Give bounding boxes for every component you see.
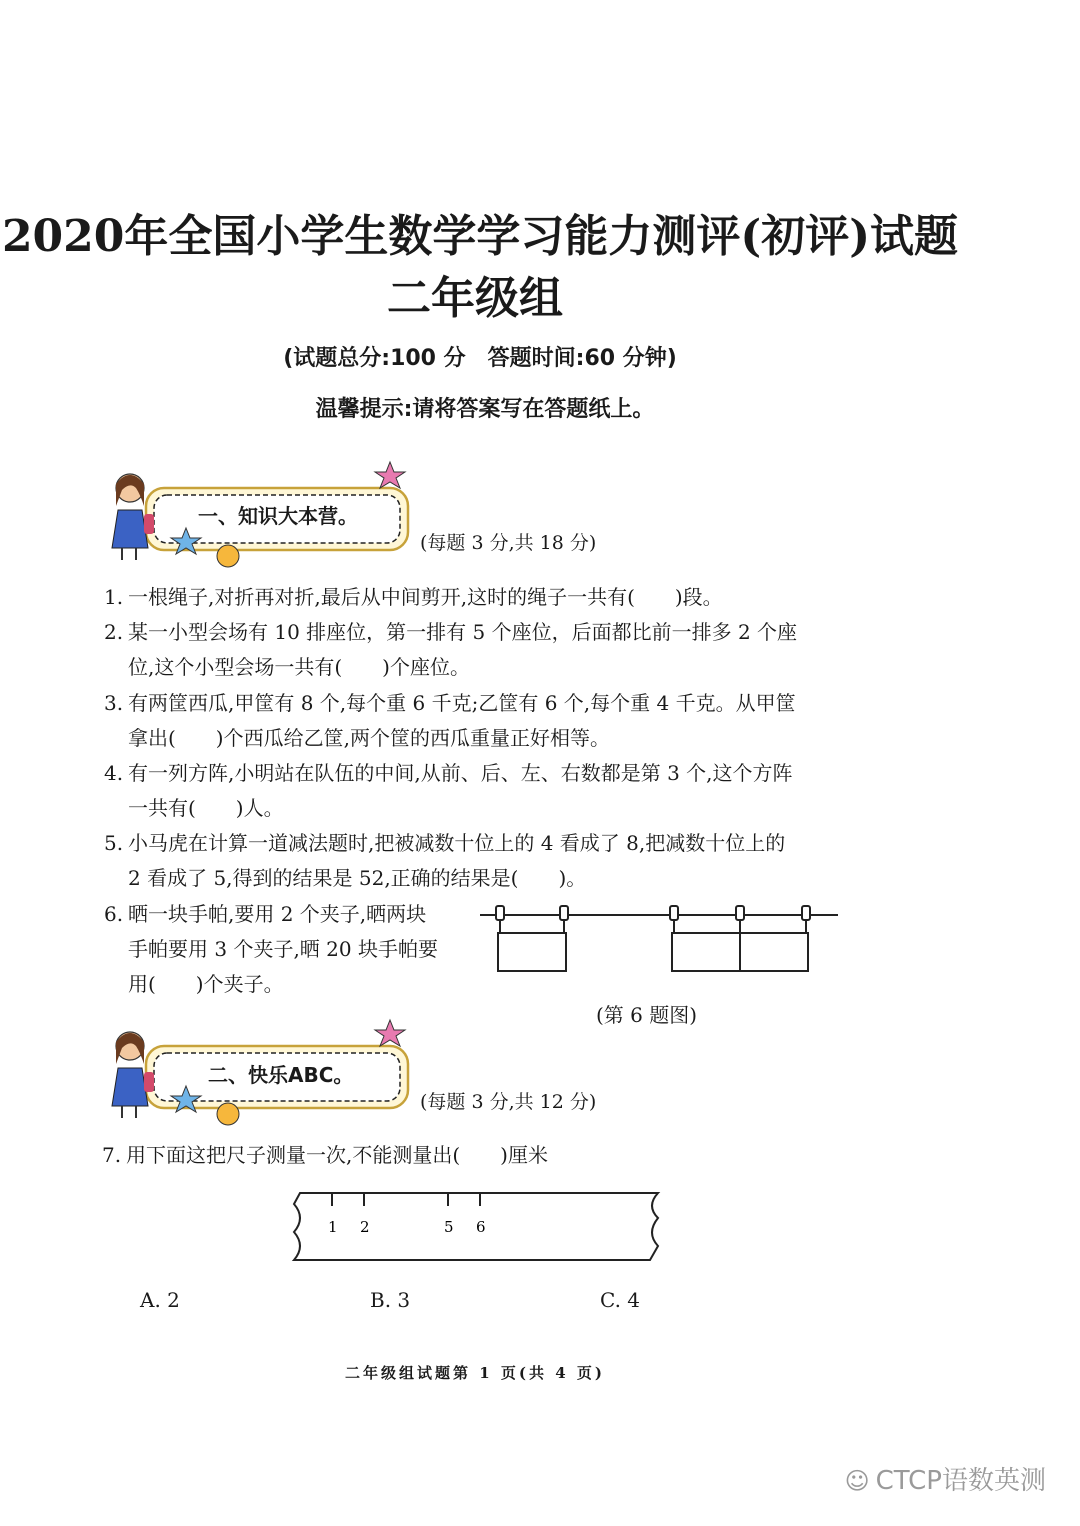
question-number: 1.: [104, 585, 124, 609]
question-text: 小马虎在计算一道减法题时,把被减数十位上的 4 看成了 8,把减数十位上的: [128, 831, 786, 855]
grade-subtitle: 二年级组: [387, 273, 563, 324]
handkerchief: [740, 933, 808, 971]
section-1-label: 一、知识大本营。: [198, 504, 358, 528]
question-text-continued: 2 看成了 5,得到的结果是 52,正确的结果是( )。: [128, 866, 587, 890]
clip: [736, 906, 744, 920]
question-number: 5.: [104, 831, 124, 855]
figure-6: [478, 900, 840, 984]
clip: [670, 906, 678, 920]
exam-title: 2020年全国小学生数学学习能力测评(初评)试题: [1, 211, 959, 262]
question-text: 用下面这把尺子测量一次,不能测量出( )厘米: [126, 1143, 548, 1167]
page-footer: 二年级组试题第 1 页(共 4 页): [345, 1364, 605, 1382]
question-6: [104, 897, 438, 1002]
figure-6-caption: (第 6 题图): [596, 1003, 698, 1027]
question-1: [104, 580, 723, 615]
option-b: B. 3: [370, 1288, 411, 1312]
exam-info: (试题总分:100 分 答题时间:60 分钟): [283, 346, 677, 371]
ruler: [290, 1188, 666, 1272]
question-number: 7.: [102, 1143, 122, 1167]
question-text: 晒一块手帕,要用 2 个夹子,晒两块: [128, 902, 427, 926]
question-text: 一根绳子,对折再对折,最后从中间剪开,这时的绳子一共有( )段。: [128, 585, 723, 609]
ruler-label: 2: [360, 1218, 370, 1236]
question-7: [102, 1138, 548, 1173]
question-5: [104, 826, 785, 896]
option-a: A. 2: [140, 1288, 180, 1312]
ruler-label: 6: [476, 1218, 486, 1236]
exam-tip: 温馨提示:请将答案写在答题纸上。: [315, 397, 655, 422]
question-number: 2.: [104, 620, 124, 644]
clip: [560, 906, 568, 920]
section-2-score: (每题 3 分,共 12 分): [420, 1091, 597, 1113]
question-number: 6.: [104, 902, 124, 926]
question-text-continued: 一共有( )人。: [128, 796, 284, 820]
option-c: C. 4: [600, 1288, 641, 1312]
clip: [496, 906, 504, 920]
watermark: [845, 1460, 1046, 1497]
question-text: 有一列方阵,小明站在队伍的中间,从前、后、左、右数都是第 3 个,这个方阵: [128, 761, 793, 785]
handkerchief: [498, 933, 566, 971]
question-text-continued: 位,这个小型会场一共有( )个座位。: [128, 655, 470, 679]
wechat-icon: ☺: [844, 1467, 870, 1495]
question-text-continued: 手帕要用 3 个夹子,晒 20 块手帕要: [128, 937, 438, 961]
question-number: 3.: [104, 691, 124, 715]
clothesline-diagram: [478, 900, 840, 980]
question-number: 4.: [104, 761, 124, 785]
question-text: 有两筐西瓜,甲筐有 8 个,每个重 6 千克;乙筐有 6 个,每个重 4 千克。从甲筐: [128, 691, 796, 715]
section-1-score: (每题 3 分,共 18 分): [420, 532, 597, 554]
handkerchief: [672, 933, 740, 971]
watermark-text: CTCP语数英测: [875, 1466, 1046, 1496]
ruler-label: 5: [444, 1218, 454, 1236]
question-text-continued: 拿出( )个西瓜给乙筐,两个筐的西瓜重量正好相等。: [128, 726, 610, 750]
question-text: 某一小型会场有 10 排座位，第一排有 5 个座位，后面都比前一排多 2 个座: [128, 620, 798, 644]
section-2-label: 二、快乐ABC。: [208, 1063, 354, 1087]
clip: [802, 906, 810, 920]
ruler-diagram: [290, 1188, 666, 1268]
question-2: [104, 615, 797, 685]
question-text-continued: 用( )个夹子。: [128, 972, 284, 996]
question-3: [104, 686, 796, 756]
ruler-label: 1: [328, 1218, 338, 1236]
question-4: [104, 756, 793, 826]
